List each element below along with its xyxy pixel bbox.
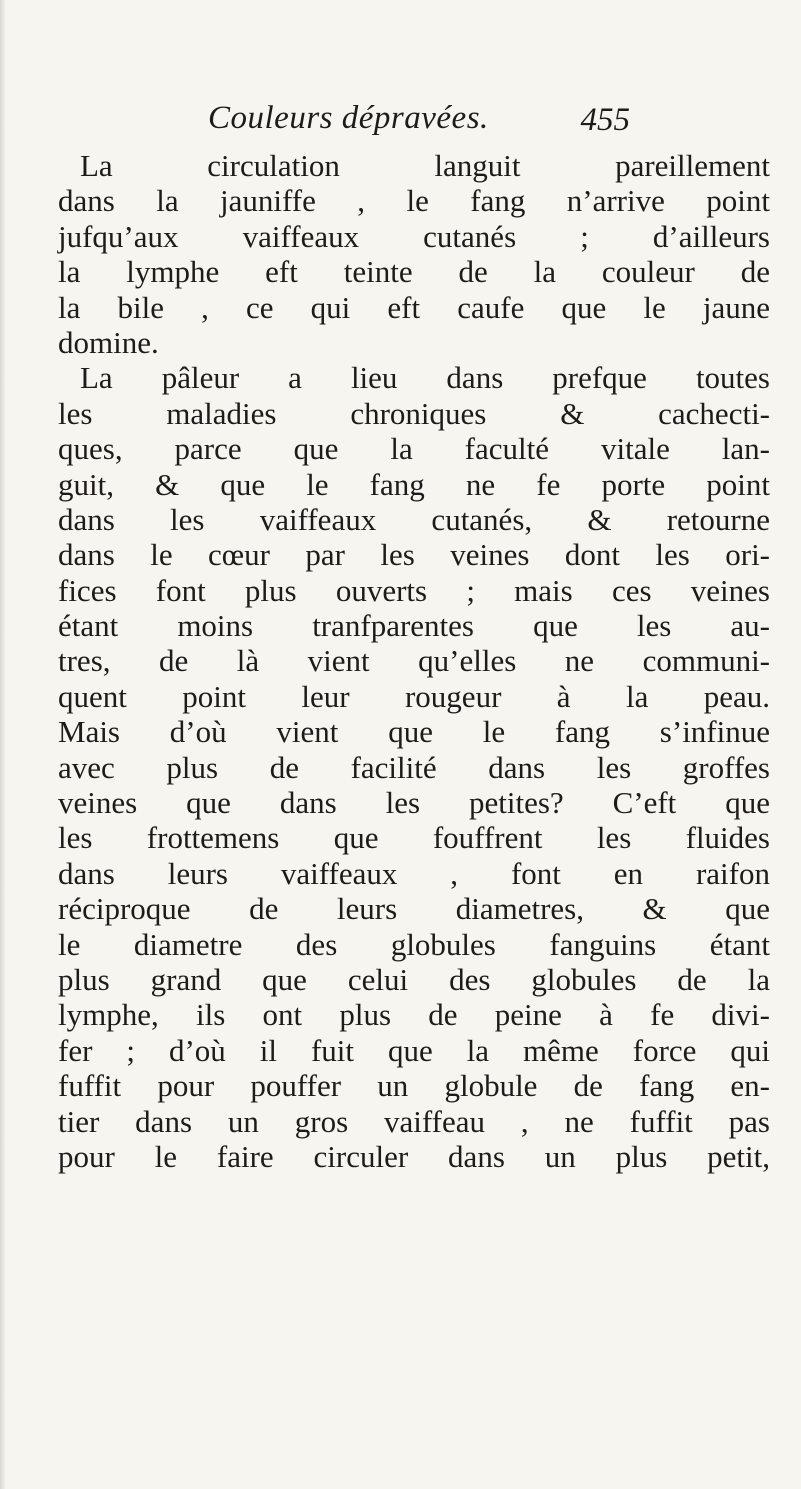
text-line: quent point leur rougeur à la peau. bbox=[58, 678, 770, 714]
text-line: dans le cœur par les veines dont les ori- bbox=[58, 537, 770, 573]
text-line: les maladies chroniques & cachecti- bbox=[58, 395, 770, 431]
text-line: fer ; d’où il fuit que la même force qui bbox=[58, 1032, 770, 1068]
running-head: Couleurs dépravées. bbox=[208, 100, 489, 136]
text-line: dans leurs vaiffeaux , font en raifon bbox=[58, 855, 770, 891]
text-line: le diametre des globules fanguins étant bbox=[58, 926, 770, 962]
text-line: étant moins tranfparentes que les au- bbox=[58, 608, 770, 644]
page-edge-shadow bbox=[0, 0, 6, 1489]
text-line: les frottemens que fouffrent les fluides bbox=[58, 820, 770, 856]
text-line: guit, & que le fang ne fe porte point bbox=[58, 466, 770, 502]
text-line: pour le faire circuler dans un plus petit, bbox=[58, 1138, 770, 1174]
text-line: La pâleur a lieu dans prefque toutes bbox=[80, 360, 770, 396]
text-line: dans les vaiffeaux cutanés, & retourne bbox=[58, 501, 770, 537]
text-line: Mais d’où vient que le fang s’infinue bbox=[58, 714, 770, 750]
text-line: fices font plus ouverts ; mais ces veines bbox=[58, 572, 770, 608]
text-line: tres, de là vient qu’elles ne communi- bbox=[58, 643, 770, 679]
text-line: ques, parce que la faculté vitale lan- bbox=[58, 431, 770, 467]
text-line: domine. bbox=[58, 324, 159, 360]
text-line: La circulation languit pareillement bbox=[80, 148, 770, 183]
text-line: dans la jauniffe , le fang n’arrive point bbox=[58, 183, 770, 219]
text-line: la lymphe eft teinte de la couleur de bbox=[58, 254, 770, 290]
text-line: tier dans un gros vaiffeau , ne fuffit pas bbox=[58, 1103, 770, 1139]
text-line: lymphe, ils ont plus de peine à fe divi- bbox=[58, 997, 770, 1033]
text-line: jufqu’aux vaiffeaux cutanés ; d’ailleurs bbox=[58, 218, 770, 254]
text-line: veines que dans les petites? C’eft que bbox=[58, 785, 770, 821]
text-line: réciproque de leurs diametres, & que bbox=[58, 891, 770, 927]
text-line: plus grand que celui des globules de la bbox=[58, 961, 770, 997]
text-line: avec plus de facilité dans les groffes bbox=[58, 749, 770, 785]
page-header bbox=[60, 100, 630, 146]
text-line: fuffit pour pouffer un globule de fang en- bbox=[58, 1068, 770, 1104]
body-text bbox=[58, 148, 770, 1174]
text-line: la bile , ce qui eft caufe que le jaune bbox=[58, 289, 770, 325]
page-number: 455 bbox=[580, 102, 630, 138]
